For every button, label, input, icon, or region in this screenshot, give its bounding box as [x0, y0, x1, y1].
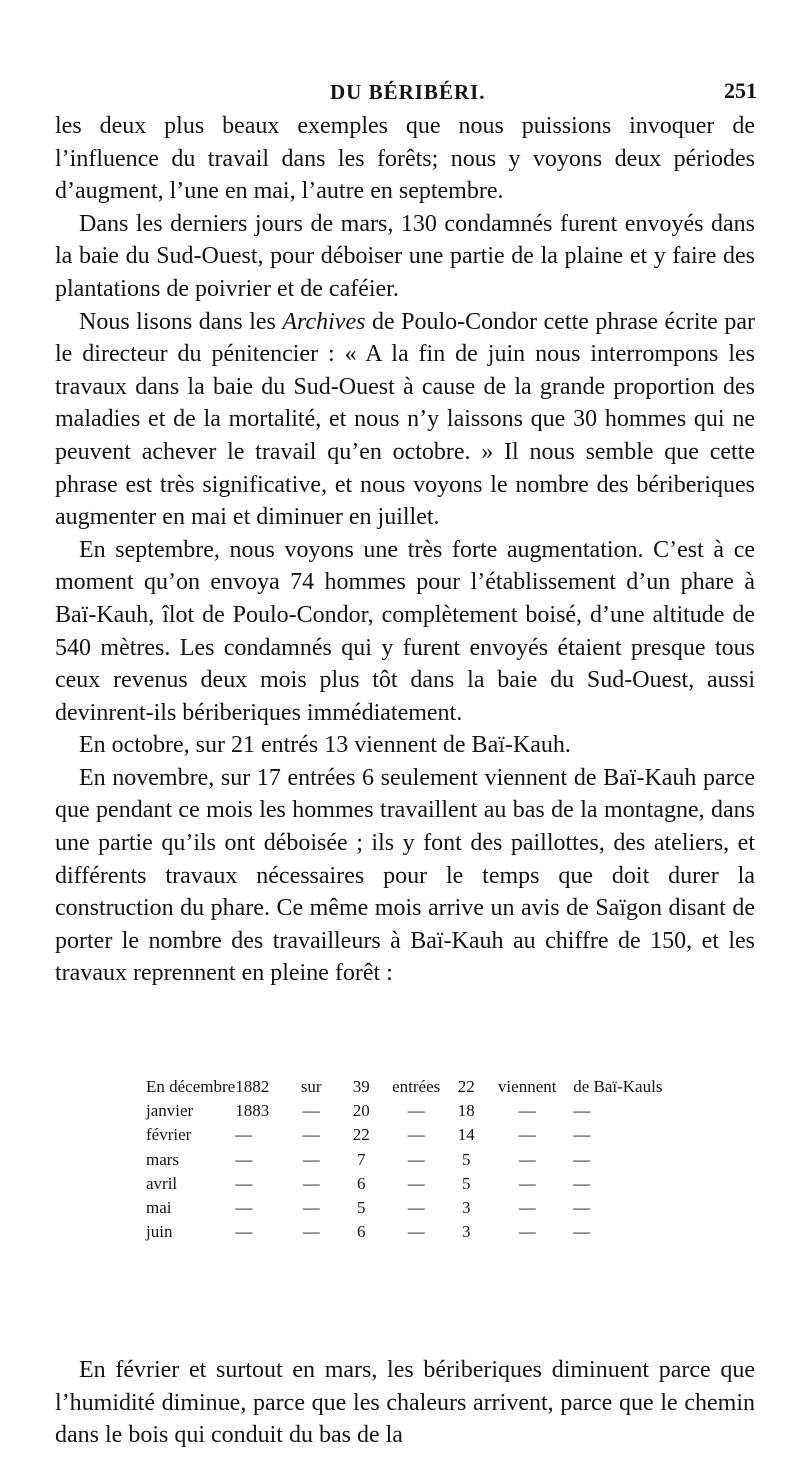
page-number: 251	[724, 78, 757, 103]
row-viennent-word: —	[518, 1222, 536, 1242]
statistics-table	[146, 1075, 706, 1244]
row-entries: 7	[356, 1149, 366, 1169]
paragraph-text: Nous lisons dans les	[79, 308, 283, 335]
row-from-bai-kauh: 3	[461, 1198, 471, 1218]
table-row	[146, 1196, 669, 1220]
row-sur: —	[302, 1125, 320, 1145]
italic-title: Archives	[282, 308, 366, 335]
row-source: —	[573, 1101, 591, 1121]
row-sur: sur	[300, 1077, 322, 1097]
row-entrees-word: —	[407, 1101, 425, 1121]
row-entrees-word: —	[407, 1125, 425, 1145]
row-entries: 6	[356, 1222, 366, 1242]
row-year: —	[235, 1173, 253, 1193]
row-month: mai	[146, 1198, 172, 1218]
row-entries: 5	[356, 1198, 366, 1218]
row-from-bai-kauh: 3	[461, 1222, 471, 1242]
row-entrees-word: —	[407, 1222, 425, 1242]
row-sur: —	[302, 1149, 320, 1169]
table-row	[146, 1148, 669, 1172]
closing-text	[55, 1354, 755, 1452]
row-from-bai-kauh: 22	[457, 1077, 475, 1097]
paragraph: les deux plus beaux exemples que nous puissions invoquer de l’influence du travail dans les forêts; nous y voyons deux périodes d’augment, l’une en mai, l’autre en septembre.	[55, 113, 755, 205]
row-year: 1883	[235, 1101, 270, 1121]
row-month: mars	[146, 1149, 180, 1169]
row-month: janvier	[146, 1101, 194, 1121]
row-entrees-word: —	[407, 1149, 425, 1169]
page-header	[0, 76, 800, 110]
row-entries: 22	[352, 1125, 370, 1145]
row-year: —	[235, 1198, 253, 1218]
table-row	[146, 1099, 669, 1123]
row-viennent-word: viennent	[497, 1077, 557, 1097]
table-row	[146, 1172, 669, 1196]
row-source: —	[573, 1198, 591, 1218]
row-source: —	[573, 1125, 591, 1145]
row-source: —	[573, 1173, 591, 1193]
paragraph: En octobre, sur 21 entrés 13 viennent de Baï-Kauh.	[79, 732, 571, 759]
row-source: —	[573, 1222, 591, 1242]
paragraph	[55, 306, 755, 534]
row-from-bai-kauh: 14	[457, 1125, 475, 1145]
row-sur: —	[302, 1198, 320, 1218]
row-sur: —	[302, 1173, 320, 1193]
table-row	[146, 1075, 669, 1099]
row-year: —	[235, 1222, 253, 1242]
paragraph-text: de Poulo-Condor cette phrase écrite par le directeur du pénitencier : « A la fin de juin nous interrompons les travaux dans la baie du Sud-Ouest à cause de la grande proportion des maladies et de la mortalité, et nous n’y laissons que 30 hommes qui ne peuvent achever le travail qu’en octobre. » Il nous semble que cette phrase est très significative, et nous voyons le nombre des bériberiques augmenter en mai et diminuer en juillet.	[55, 308, 755, 531]
row-source: de Baï-Kauls	[573, 1077, 663, 1097]
row-entries: 20	[352, 1101, 370, 1121]
row-viennent-word: —	[518, 1173, 536, 1193]
running-title: DU BÉRIBÉRI.	[330, 80, 486, 104]
row-sur: —	[302, 1101, 320, 1121]
row-from-bai-kauh: 5	[461, 1173, 471, 1193]
paragraph: En février et surtout en mars, les bériberiques diminuent parce que l’humidité diminue, parce que les chaleurs arrivent, parce que le chemin dans le bois qui conduit du bas de la	[55, 1357, 755, 1449]
monthly-cases-table	[146, 1075, 669, 1244]
row-viennent-word: —	[518, 1149, 536, 1169]
row-entrees-word: entrées	[392, 1077, 441, 1097]
row-source: —	[573, 1149, 591, 1169]
paragraph: Dans les derniers jours de mars, 130 condamnés furent envoyés dans la baie du Sud-Ouest, pour déboiser une partie de la plaine et y faire des plantations de poivrier et de caféier.	[55, 210, 755, 302]
paragraph: En septembre, nous voyons une très forte augmentation. C’est à ce moment qu’on envoya 74 hommes pour l’établissement d’un phare à Baï-Kauh, îlot de Poulo-Condor, complètement boisé, d’une altitude de 540 mètres. Les condamnés qui y furent envoyés étaient presque tous ceux revenus deux mois plus tôt dans la baie du Sud-Ouest, aussi devinrent-ils bériberiques immédiatement.	[55, 536, 755, 726]
row-entries: 6	[356, 1173, 366, 1193]
row-entrees-word: —	[407, 1173, 425, 1193]
row-month: février	[146, 1125, 192, 1145]
row-sur: —	[302, 1222, 320, 1242]
table-row	[146, 1220, 669, 1244]
row-month: avril	[146, 1173, 178, 1193]
body-text	[55, 110, 755, 990]
row-entries: 39	[352, 1077, 370, 1097]
row-viennent-word: —	[518, 1198, 536, 1218]
row-year: 1882	[235, 1077, 270, 1097]
row-month: En décembre	[146, 1077, 236, 1097]
table-row	[146, 1123, 669, 1147]
row-viennent-word: —	[518, 1101, 536, 1121]
row-from-bai-kauh: 18	[457, 1101, 475, 1121]
paragraph: En novembre, sur 17 entrées 6 seulement viennent de Baï-Kauh parce que pendant ce mois les hommes travaillent au bas de la montagne, dans une partie qu’ils ont déboisée ; ils y font des paillottes, des ateliers, et différents travaux nécessaires pour le temps que doit durer la construction du phare. Ce même mois arrive un avis de Saïgon disant de porter le nombre des travailleurs à Baï-Kauh au chiffre de 150, et les travaux reprennent en pleine forêt :	[55, 764, 755, 987]
row-month: juin	[146, 1222, 173, 1242]
row-year: —	[235, 1149, 253, 1169]
row-year: —	[235, 1125, 253, 1145]
row-from-bai-kauh: 5	[461, 1149, 471, 1169]
row-entrees-word: —	[407, 1198, 425, 1218]
row-viennent-word: —	[518, 1125, 536, 1145]
